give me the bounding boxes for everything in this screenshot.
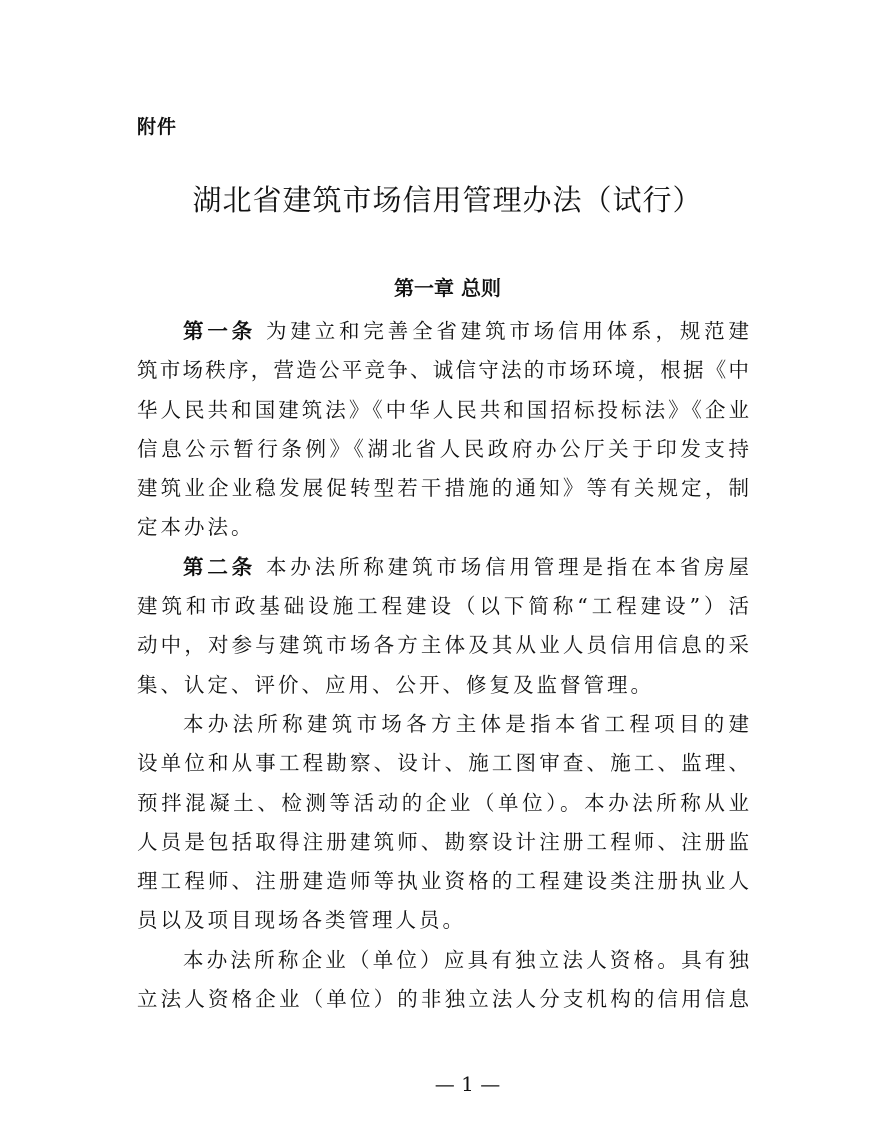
paragraph-3-line: 员以及项目现场各类管理人员。 (137, 908, 466, 933)
article-2-line (137, 548, 749, 587)
article-1-line: 筑市场秩序，营造公平竞争、诚信守法的市场环境，根据《中 (137, 358, 749, 383)
article-1-line: 信息公示暂行条例》《湖北省人民政府办公厅关于印发支持 (137, 436, 749, 461)
page-number: — 1 — (434, 1072, 501, 1096)
document-title: 湖北省建筑市场信用管理办法（试行） (192, 183, 703, 217)
article-2-line: 建筑和市政基础设施工程建设（以下简称“工程建设”）活 (137, 594, 749, 619)
article-1-line (137, 312, 749, 351)
article-2-label: 第二条 (183, 554, 257, 579)
article-1-label: 第一条 (183, 319, 257, 343)
document-body (137, 312, 749, 1019)
article-1-text: 为建立和完善全省建筑市场信用体系，规范建 (266, 319, 750, 343)
article-2-line: 集、认定、评价、应用、公开、修复及监督管理。 (137, 672, 654, 697)
article-2-text: 本办法所称建筑市场信用管理是指在本省房屋 (266, 554, 750, 579)
paragraph-3-line: 本办法所称建筑市场各方主体是指本省工程项目的建 (183, 711, 749, 736)
paragraph-4-line: 立法人资格企业（单位）的非独立法人分支机构的信用信息 (137, 987, 749, 1012)
article-1-line: 定本办法。 (137, 515, 255, 540)
article-1-line: 华人民共和国建筑法》《中华人民共和国招标投标法》《企业 (137, 397, 749, 422)
paragraph-3-line: 人员是包括取得注册建筑师、勘察设计注册工程师、注册监 (137, 829, 749, 854)
article-1-line: 建筑业企业稳发展促转型若干措施的通知》等有关规定，制 (137, 476, 749, 501)
paragraph-4-line: 本办法所称企业（单位）应具有独立法人资格。具有独 (183, 947, 749, 972)
paragraph-3-line: 预拌混凝土、检测等活动的企业（单位）。本办法所称从业 (137, 790, 749, 815)
paragraph-3-line: 理工程师、注册建造师等执业资格的工程建设类注册执业人 (137, 869, 749, 894)
article-2-line: 动中，对参与建筑市场各方主体及其从业人员信用信息的采 (137, 633, 749, 658)
attachment-label: 附件 (137, 116, 178, 138)
paragraph-3-line: 设单位和从事工程勘察、设计、施工图审查、施工、监理、 (137, 751, 749, 776)
chapter-heading: 第一章 总则 (394, 276, 501, 300)
